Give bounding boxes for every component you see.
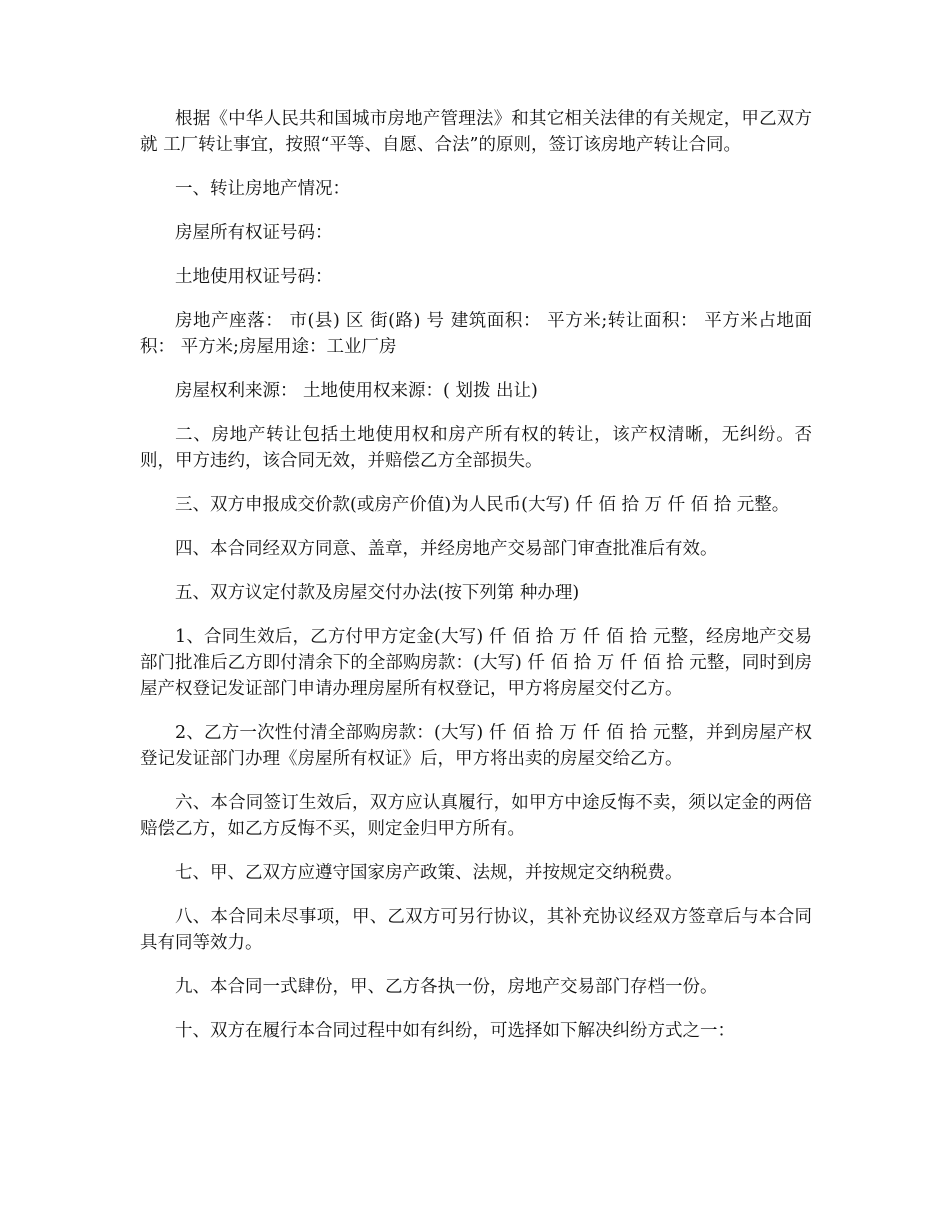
paragraph-section-5: 五、双方议定付款及房屋交付办法(按下列第 种办理): [175, 583, 580, 603]
paragraph-section-3: 三、双方申报成交价款(或房产价值)为人民币(大写) 仟 佰 拾 万 仟 佰 拾 元整。: [175, 495, 790, 515]
paragraph-section-7: 七、甲、乙双方应遵守国家房产政策、法规，并按规定交纳税费。: [175, 863, 683, 883]
paragraph-rights-source: 房屋权利来源： 土地使用权来源：( 划拨 出让): [175, 381, 538, 401]
paragraph-preamble: 根据《中华人民共和国城市房地产管理法》和其它相关法律的有关规定，甲乙双方就 工厂转让事宜，按照“平等、自愿、合法”的原则，签订该房地产转让合同。: [140, 109, 812, 155]
paragraph-section-10: 十、双方在履行本合同过程中如有纠纷，可选择如下解决纠纷方式之一：: [175, 1021, 735, 1041]
paragraph-section-4: 四、本合同经双方同意、盖章，并经房地产交易部门审查批准后有效。: [175, 539, 718, 559]
paragraph-section-8: 八、本合同未尽事项，甲、乙双方可另行协议，其补充协议经双方签章后与本合同具有同等效力。: [140, 907, 812, 953]
paragraph-land-certificate: 土地使用权证号码：: [175, 267, 333, 287]
paragraph-payment-option-2: 2、乙方一次性付清全部购房款：(大写) 仟 佰 拾 万 仟 佰 拾 元整，并到房屋产权登记发证部门办理《房屋所有权证》后，甲方将出卖的房屋交给乙方。: [140, 723, 812, 769]
paragraph-section-6: 六、本合同签订生效后，双方应认真履行，如甲方中途反悔不卖，须以定金的两倍赔偿乙方，如乙方反悔不买，则定金归甲方所有。: [140, 793, 812, 839]
paragraph-section-1-heading: 一、转让房地产情况：: [175, 179, 350, 199]
paragraph-section-9: 九、本合同一式肆份，甲、乙方各执一份，房地产交易部门存档一份。: [175, 977, 718, 997]
paragraph-house-certificate: 房屋所有权证号码：: [175, 223, 333, 243]
paragraph-property-location: 房地产座落： 市(县) 区 街(路) 号 建筑面积： 平方米;转让面积： 平方米占地面积： 平方米;房屋用途：工业厂房: [140, 311, 812, 357]
document-body: [140, 106, 812, 1062]
paragraph-section-2: 二、房地产转让包括土地使用权和房产所有权的转让，该产权清晰，无纠纷。否则，甲方违约，该合同无效，并赔偿乙方全部损失。: [140, 425, 812, 471]
paragraph-payment-option-1: 1、合同生效后，乙方付甲方定金(大写) 仟 佰 拾 万 仟 佰 拾 元整，经房地产交易部门批准后乙方即付清余下的全部购房款：(大写) 仟 佰 拾 万 仟 佰 拾 元整，同时到房屋产权登记发证部门申请办理房屋所有权登记，甲方将房屋交付乙方。: [140, 627, 812, 699]
